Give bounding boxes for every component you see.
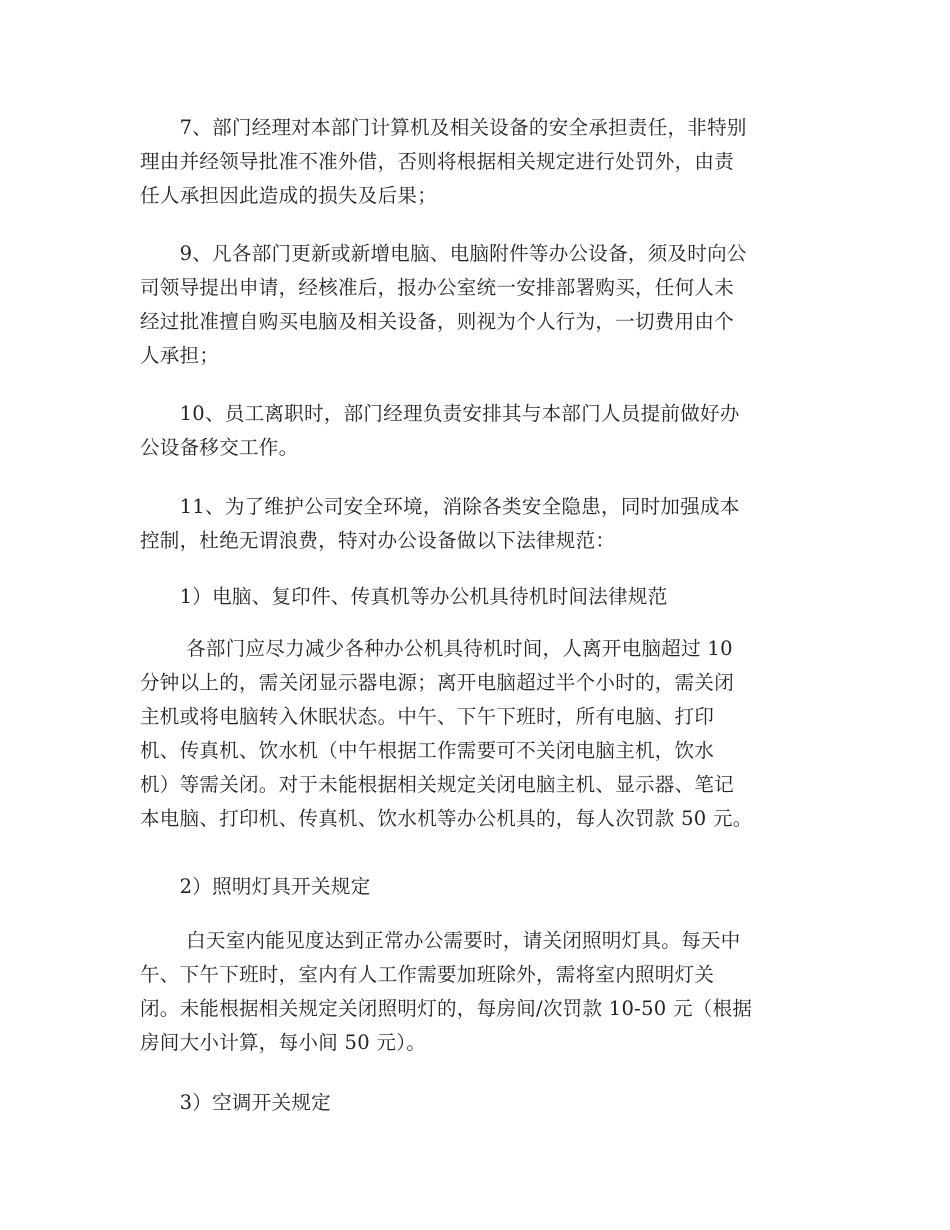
text-line: 9、凡各部门更新或新增电脑、电脑附件等办公设备，须及时向公 xyxy=(140,242,747,265)
text-line: 任人承担因此造成的损失及后果； xyxy=(140,184,438,207)
text-line: 2）照明灯具开关规定 xyxy=(140,875,371,898)
paragraph-item-7 xyxy=(140,111,810,213)
text-line: 各部门应尽力减少各种办公机具待机时间，人离开电脑超过 10 xyxy=(140,637,733,660)
text-line: 本电脑、打印机、传真机、饮水机等办公机具的，每人次罚款 50 元。 xyxy=(140,807,753,830)
paragraph-standby-rules xyxy=(140,632,810,836)
subheading-air-conditioning xyxy=(140,1086,810,1120)
text-line: 控制，杜绝无谓浪费，特对办公设备做以下法律规范： xyxy=(140,529,616,552)
text-line: 公设备移交工作。 xyxy=(140,436,299,459)
text-line: 机、传真机、饮水机（中午根据工作需要可不关闭电脑主机，饮水 xyxy=(140,739,715,762)
paragraph-item-10 xyxy=(140,397,810,465)
text-line: 房间大小计算，每小间 50 元）。 xyxy=(140,1031,427,1054)
text-line: 理由并经领导批准不准外借，否则将根据相关规定进行处罚外，由责 xyxy=(140,150,735,173)
text-line: 经过批准擅自购买电脑及相关设备，则视为个人行为，一切费用由个 xyxy=(140,310,735,333)
paragraph-item-11 xyxy=(140,490,810,558)
text-line: 机）等需关闭。对于未能根据相关规定关闭电脑主机、显示器、笔记 xyxy=(140,773,735,796)
text-line: 7、部门经理对本部门计算机及相关设备的安全承担责任，非特别 xyxy=(140,116,747,139)
text-line: 司领导提出申请，经核准后，报办公室统一安排部署购买，任何人未 xyxy=(140,276,735,299)
text-line: 白天室内能见度达到正常办公需要时，请关闭照明灯具。每天中 xyxy=(140,929,741,952)
subheading-lighting xyxy=(140,870,810,904)
text-line: 10、员工离职时，部门经理负责安排其与本部门人员提前做好办 xyxy=(140,402,740,425)
text-line: 午、下午下班时，室内有人工作需要加班除外，需将室内照明灯关 xyxy=(140,963,715,986)
text-line: 3）空调开关规定 xyxy=(140,1091,331,1114)
text-line: 闭。未能根据相关规定关闭照明灯的，每房间/次罚款 10-50 元（根据 xyxy=(140,997,753,1020)
paragraph-lighting-rules xyxy=(140,924,810,1060)
paragraph-item-9 xyxy=(140,237,810,373)
text-line: 1）电脑、复印件、传真机等办公机具待机时间法律规范 xyxy=(140,585,668,608)
text-line: 11、为了维护公司安全环境，消除各类安全隐患，同时加强成本 xyxy=(140,495,740,518)
text-line: 主机或将电脑转入休眠状态。中午、下午下班时，所有电脑、打印 xyxy=(140,705,715,728)
text-line: 分钟以上的，需关闭显示器电源；离开电脑超过半个小时的，需关闭 xyxy=(140,671,735,694)
text-line: 人承担； xyxy=(140,344,220,367)
subheading-standby-time xyxy=(140,580,810,614)
